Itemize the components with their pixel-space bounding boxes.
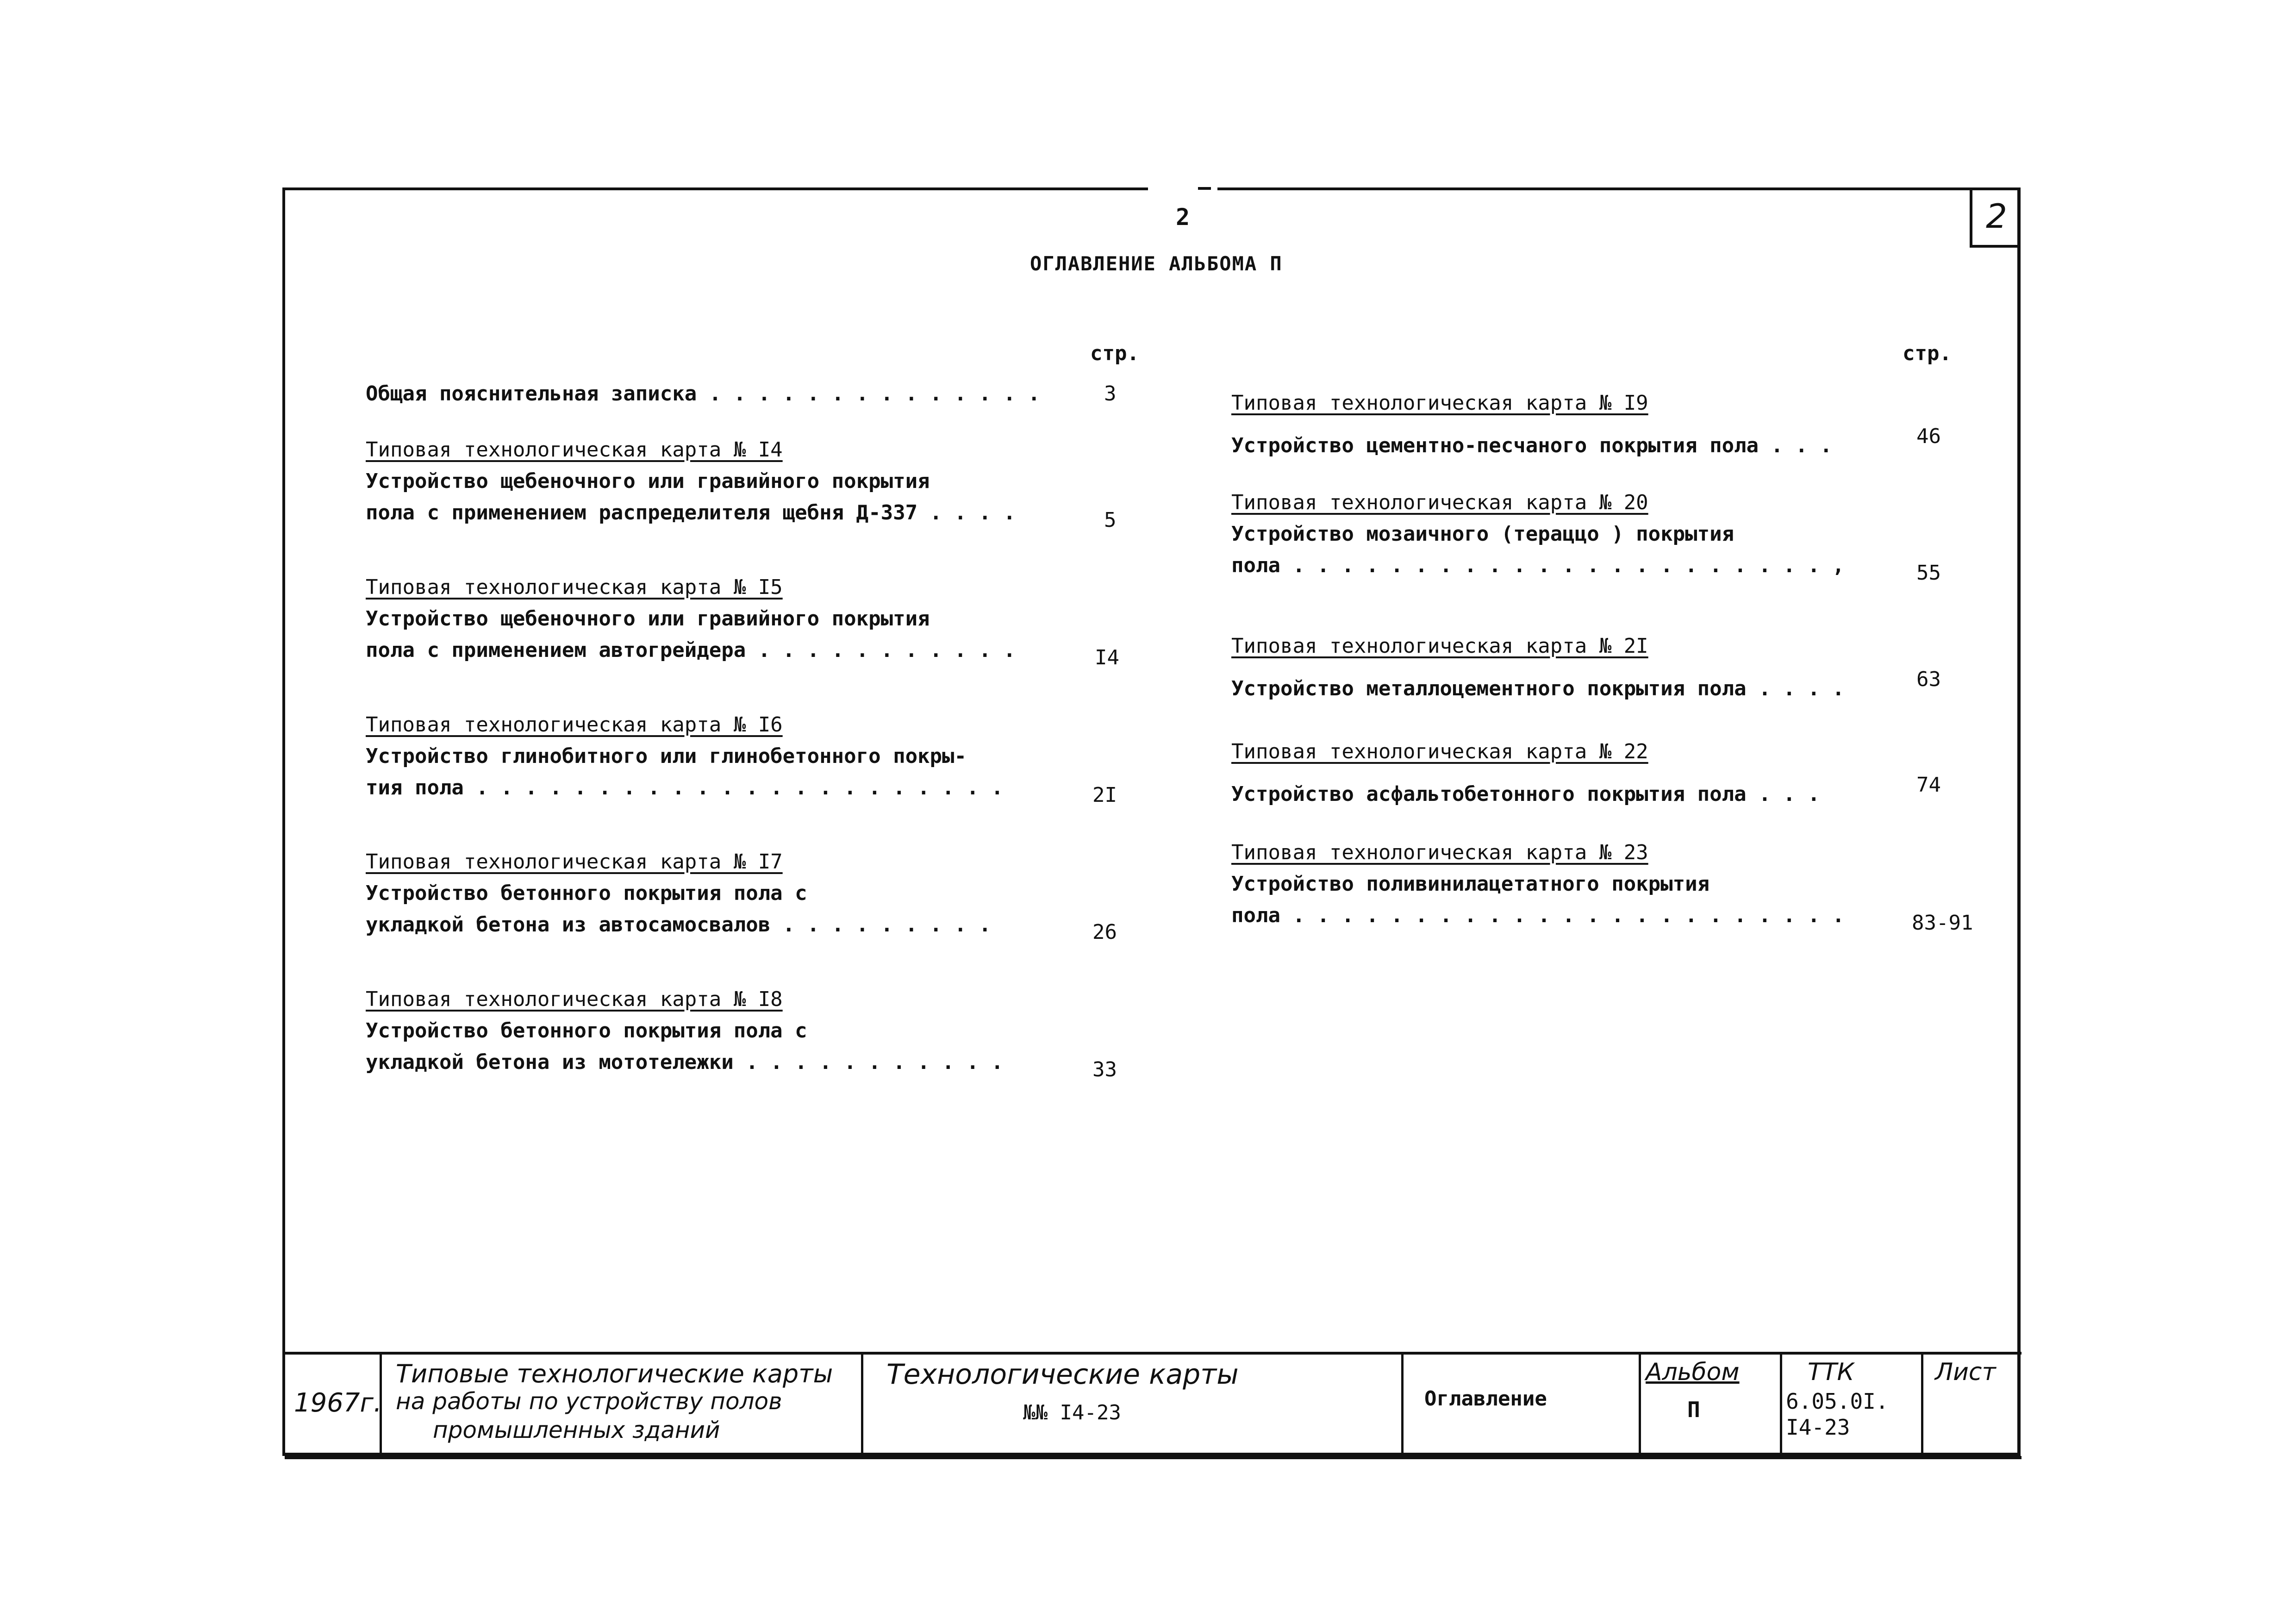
- toc-heading: Типовая технологическая карта № 20: [1231, 491, 1648, 514]
- toc-entry: [366, 846, 991, 941]
- toc-entry: [1231, 731, 1820, 816]
- toc-page: 55: [1916, 561, 1941, 585]
- toc-page: 74: [1916, 773, 1941, 797]
- drawing-frame: [282, 187, 2021, 1456]
- toc-page: 26: [1092, 920, 1117, 944]
- toc-line: Устройство мозаичного (тераццо ) покрытия: [1231, 522, 1734, 546]
- toc-heading: Типовая технологическая карта № 22: [1231, 740, 1648, 763]
- toc-page: 5: [1104, 508, 1117, 532]
- stamp-ttk-code: I4-23: [1786, 1415, 1850, 1440]
- toc-heading: Типовая технологическая карта № 2I: [1231, 634, 1648, 658]
- toc-heading: Типовая технологическая карта № I4: [366, 438, 783, 462]
- toc-heading: Типовая технологическая карта № I7: [366, 850, 783, 874]
- toc-page: 2I: [1092, 783, 1117, 807]
- toc-line: пола с применением распределителя щебня Д-337 . . . .: [366, 501, 1016, 525]
- page-number: 2: [1176, 204, 1190, 231]
- toc-line: Устройство глинобитного или глинобетонного покры-: [366, 744, 967, 768]
- stamp-series-line: на работы по устройству полов: [396, 1388, 782, 1415]
- stamp-section: Оглавление: [1424, 1387, 1547, 1411]
- toc-entry: [1231, 837, 1845, 931]
- stamp-series-line: промышленных зданий: [433, 1417, 720, 1443]
- toc-line: пола . . . . . . . . . . . . . . . . . . . . . . ,: [1231, 554, 1845, 577]
- toc-line: укладкой бетона из мототележки . . . . . . . . . . .: [366, 1050, 1004, 1074]
- toc-page: 63: [1916, 668, 1941, 691]
- stamp-sheet-cell: [1923, 1355, 2021, 1456]
- toc-entry: [1231, 382, 1832, 467]
- toc-heading: Типовая технологическая карта № I5: [366, 575, 783, 599]
- toc-heading: Типовая технологическая карта № I8: [366, 987, 783, 1011]
- sheet-number-box: [1970, 187, 2021, 248]
- toc-page: 3: [1104, 382, 1117, 406]
- stamp-year-cell: [285, 1355, 382, 1456]
- sheet-number: 2: [1986, 197, 2007, 236]
- stamp-year: 1967г.: [294, 1388, 382, 1418]
- toc-page: 33: [1092, 1058, 1117, 1081]
- toc-page: 46: [1916, 425, 1941, 448]
- toc-line: тия пола . . . . . . . . . . . . . . . . . . . . . .: [366, 776, 1004, 800]
- stamp-ttk-label: ТТК: [1808, 1358, 1854, 1386]
- stamp-cards-range: №№ I4-23: [1023, 1401, 1121, 1424]
- toc-heading: Типовая технологическая карта № I9: [1231, 391, 1648, 415]
- stamp-ttk-cell: [1782, 1355, 1923, 1456]
- title-block: [285, 1352, 2021, 1459]
- toc-line: пола с применением автогрейдера . . . . . . . . . . .: [366, 638, 1016, 662]
- toc-entry: [366, 382, 1040, 406]
- toc-entry: [366, 709, 1004, 804]
- frame-dash: [1198, 187, 1211, 190]
- toc-line: пола . . . . . . . . . . . . . . . . . . . . . . .: [1231, 904, 1845, 927]
- toc-line: укладкой бетона из автосамосвалов . . . . . . . . .: [366, 913, 992, 937]
- page-title: ОГЛАВЛЕНИЕ АЛЬБОМА П: [1030, 252, 1283, 275]
- toc-line: Устройство щебеночного или гравийного покрытия: [366, 607, 930, 631]
- toc-line: Устройство металлоцементного покрытия пола . . . .: [1231, 677, 1845, 700]
- toc-entry: [366, 984, 1004, 1078]
- toc-entry: [1231, 625, 1845, 710]
- toc-line: Устройство поливинилацетатного покрытия: [1231, 872, 1710, 896]
- toc-entry: [366, 572, 1016, 666]
- toc-page: 83-91: [1912, 911, 1973, 935]
- toc-line: Общая пояснительная записка . . . . . . . . . . . . . .: [366, 382, 1040, 406]
- right-page-column-label: стр.: [1903, 342, 1952, 365]
- stamp-cards-title: Технологические карты: [886, 1358, 1239, 1391]
- stamp-sheet-label: Лист: [1935, 1358, 1996, 1386]
- toc-line: Устройство бетонного покрытия пола с: [366, 1019, 807, 1043]
- stamp-album-cell: [1641, 1355, 1782, 1456]
- left-page-column-label: стр.: [1090, 342, 1139, 365]
- stamp-album-label: Альбом: [1646, 1358, 1740, 1386]
- toc-line: Устройство бетонного покрытия пола с: [366, 881, 807, 905]
- stamp-album-value: П: [1687, 1397, 1700, 1422]
- stamp-ttk-code: 6.05.0I.: [1786, 1389, 1889, 1414]
- toc-heading: Типовая технологическая карта № I6: [366, 713, 783, 737]
- toc-entry: [366, 434, 1016, 529]
- toc-line: Устройство асфальтобетонного покрытия пола . . .: [1231, 782, 1820, 806]
- toc-heading: Типовая технологическая карта № 23: [1231, 841, 1648, 864]
- toc-line: Устройство цементно-песчаного покрытия пола . . .: [1231, 434, 1833, 457]
- toc-line: Устройство щебеночного или гравийного покрытия: [366, 469, 930, 493]
- toc-entry: [1231, 487, 1845, 581]
- toc-page: I4: [1095, 646, 1119, 669]
- stamp-series-cell: [382, 1355, 863, 1456]
- stamp-cards-cell: [863, 1355, 1404, 1456]
- stamp-series-line: Типовые технологические карты: [396, 1359, 833, 1388]
- stamp-section-cell: [1404, 1355, 1641, 1456]
